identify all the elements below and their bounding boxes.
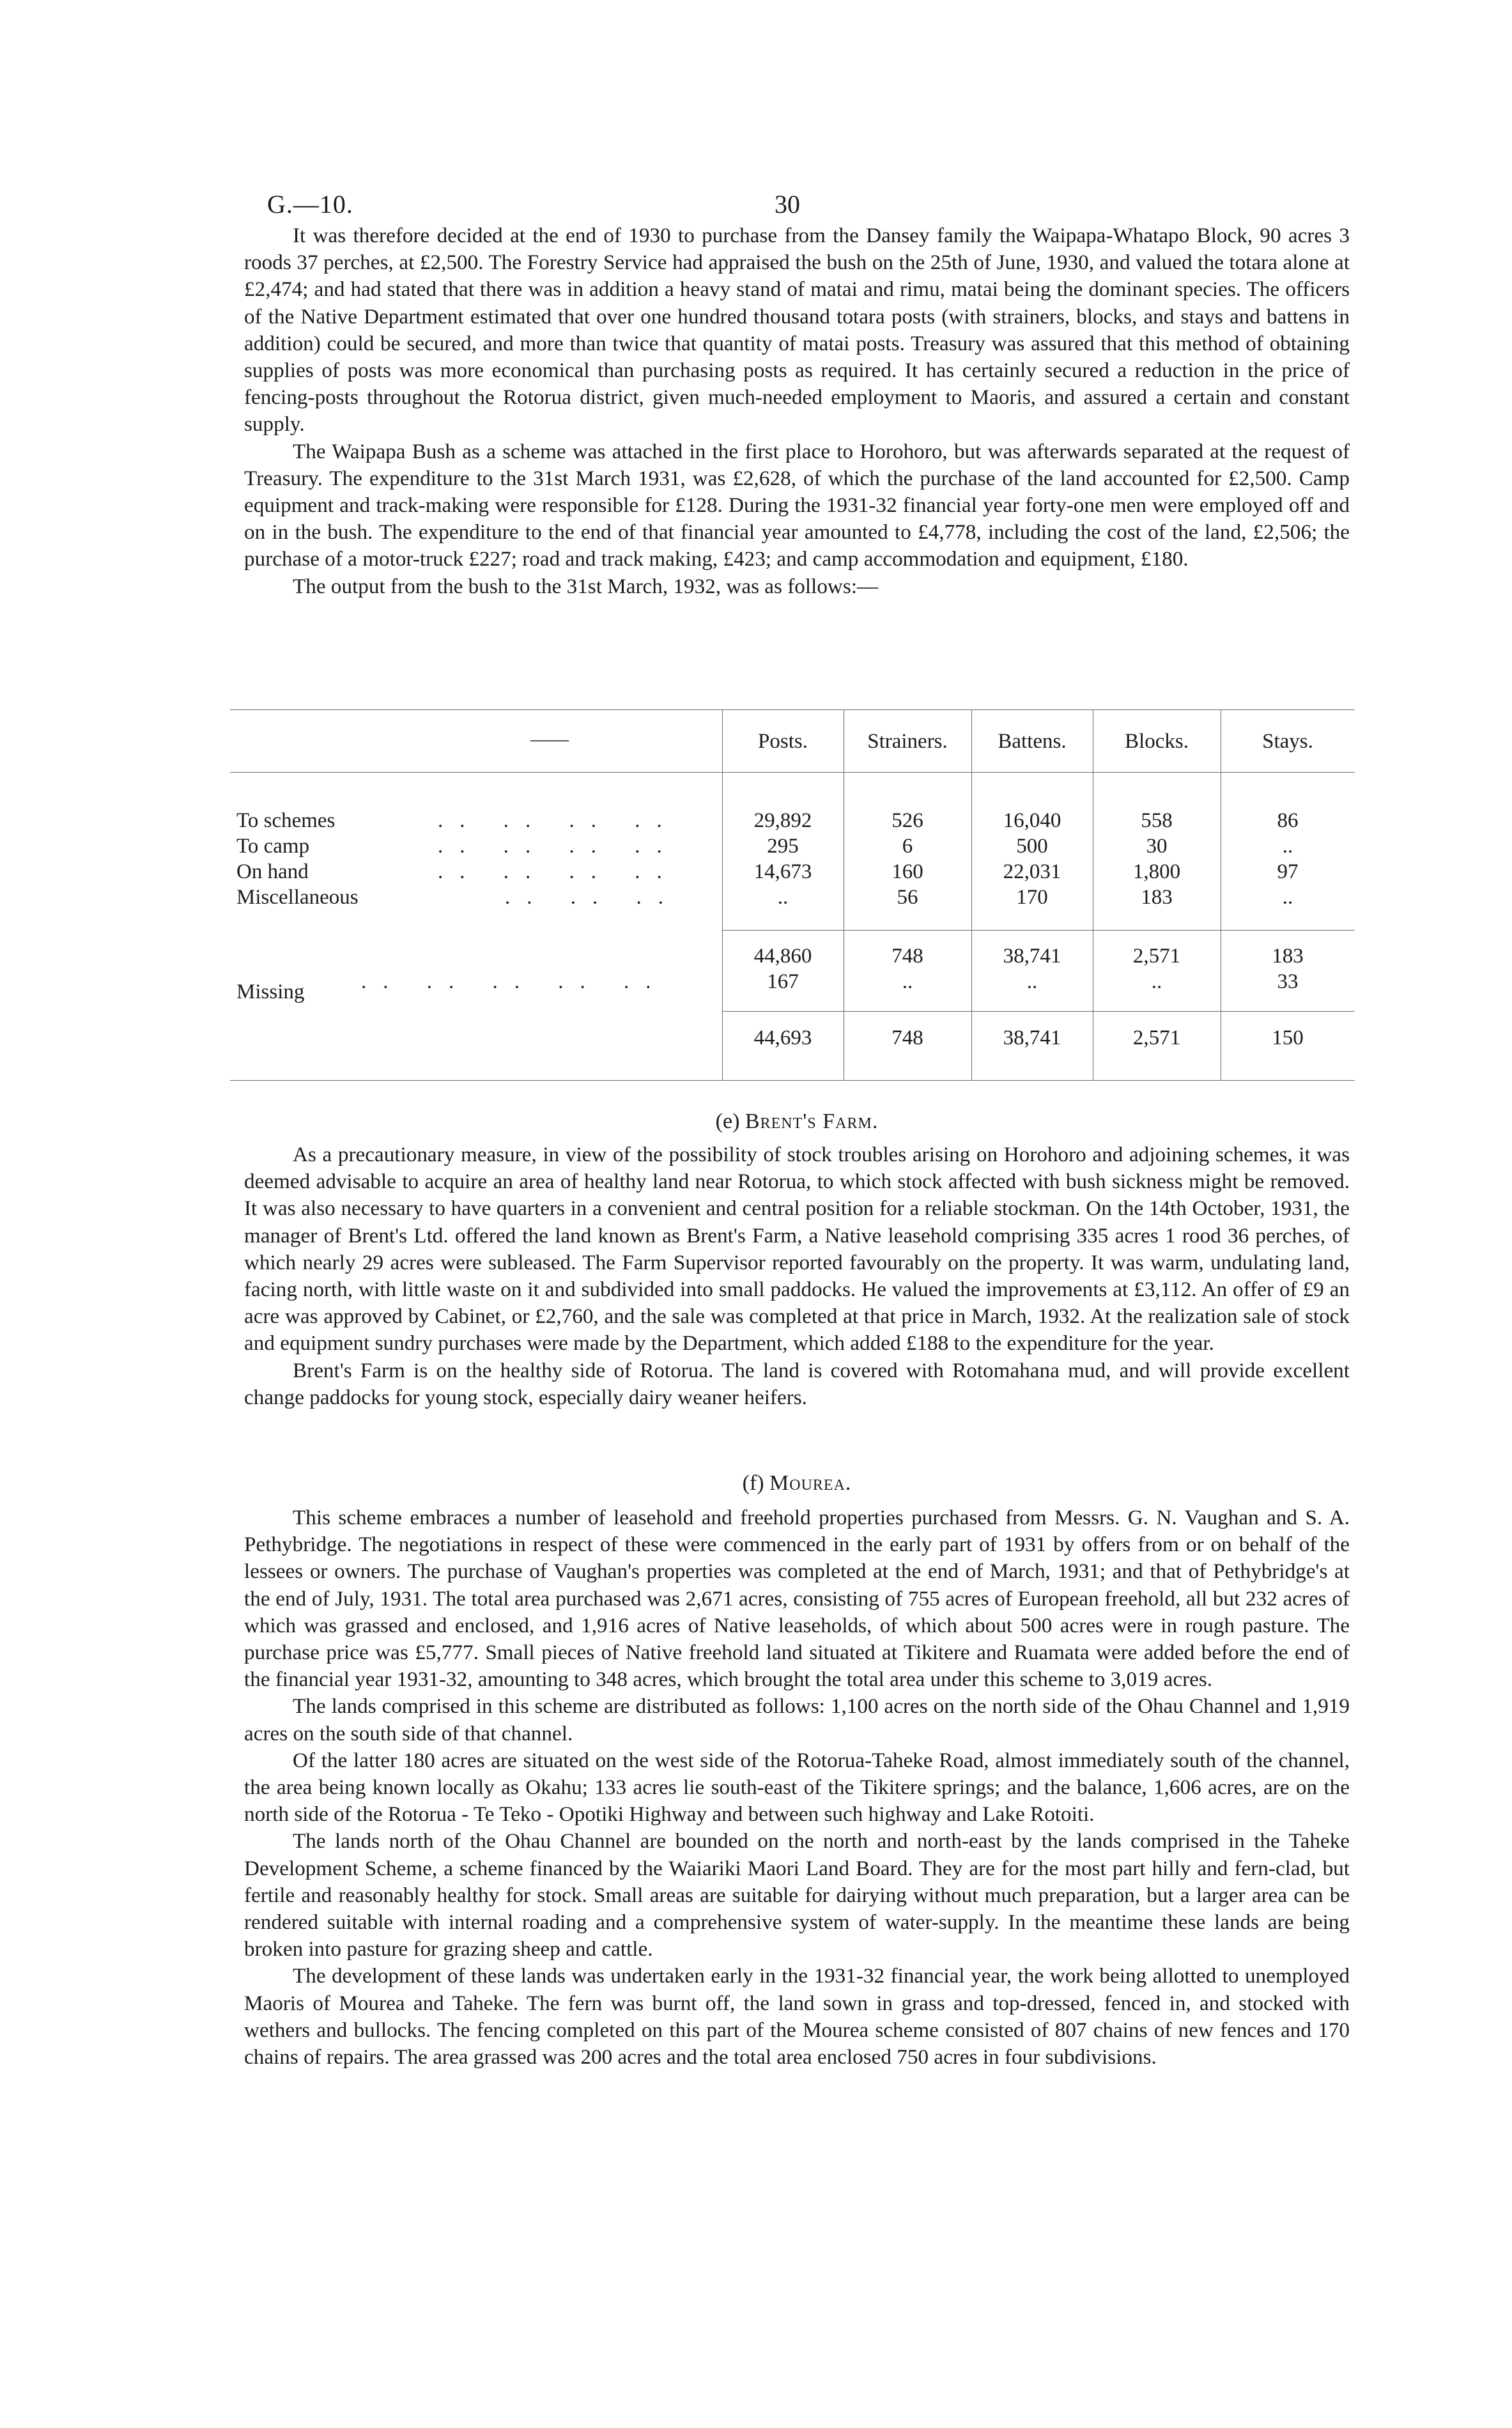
paragraph: The lands comprised in this scheme are distributed as follows: 1,100 acres on the north side of the Ohau Channel and 1,919 acres on the south side of that channel. <box>244 1694 1350 1745</box>
table-cell: 167 <box>767 970 799 993</box>
column-header: Posts. <box>758 730 808 753</box>
leader-dots: .. .. .. <box>505 886 680 909</box>
table-cell: .. <box>1026 970 1038 993</box>
table-cell: 160 <box>891 860 923 883</box>
table-cell: 30 <box>1146 835 1168 858</box>
table-cell: 183 <box>1141 886 1173 909</box>
table-bottom-rule <box>230 1080 1355 1081</box>
table-cell: 22,031 <box>1003 860 1061 883</box>
table-header-rule <box>230 772 1355 773</box>
section-title: Brent's Farm. <box>744 1110 879 1133</box>
row-label: Miscellaneous <box>236 886 359 909</box>
paragraph: The Waipapa Bush as a scheme was attached in the first place to Horohoro, but was afterwards separated at the request of Treasury. The expenditure to the 31st March 1931, was £2,628, of which the purchase of the land accounted for £2,500. Camp equipment and track-making were responsible for £128. During the 1931-32 financial year forty-one men were employed off and on in the bush. The expenditure to the end of that financial year amounted to £4,778, including the cost of the land, £2,506; the purchase of a motor-truck £227; road and track making, £423; and camp accommodation and equipment, £180. <box>244 439 1350 571</box>
row-label: On hand <box>236 860 309 883</box>
table-cell: 6 <box>902 835 913 858</box>
total-cell: 38,741 <box>1003 1026 1061 1049</box>
subtotal-cell: 183 <box>1272 945 1304 968</box>
total-cell: 2,571 <box>1132 1026 1181 1049</box>
column-header: Blocks. <box>1125 730 1189 753</box>
leader-dots: .. .. .. .. <box>438 809 679 832</box>
table-cell: .. <box>777 886 789 909</box>
table-cell: .. <box>1282 835 1293 858</box>
table-top-rule <box>230 709 1355 710</box>
table-cell: 56 <box>897 886 918 909</box>
table-cell: 97 <box>1277 860 1299 883</box>
section-heading-brents-farm <box>244 1110 1350 1134</box>
brents-farm-text <box>244 1141 1350 1411</box>
table-cell: .. <box>902 970 913 993</box>
column-header: Strainers. <box>867 730 948 753</box>
paragraph: It was therefore decided at the end of 1930 to purchase from the Dansey family the Waipapa-Whatapo Block, 90 acres 3 roods 37 perches, at £2,500. The Forestry Service had appraised the bush on the 25th of June, 1930, and valued the totara alone at £2,474; and had stated that there was in addition a heavy stand of matai and rimu, matai being the dominant species. The officers of the Native Department estimated that over one hundred thousand totara posts (with strainers, blocks, and stays and battens in addition) could be secured, and more than twice that quantity of matai posts. Treasury was assured that this method of obtaining supplies of posts was more economical than purchasing posts as required. It has certainly secured a reduction in the price of fencing-posts throughout the Rotorua district, given much-needed employment to Maoris, and assured a certain and constant supply. <box>244 224 1350 437</box>
table-cell: 500 <box>1016 835 1048 858</box>
intro-text <box>244 222 1350 600</box>
report-code: G.—10. <box>267 190 353 219</box>
output-table <box>230 709 1355 1093</box>
row-label-missing: Missing <box>236 980 305 1003</box>
table-cell: 1,800 <box>1132 860 1181 883</box>
table-cell: 526 <box>891 809 923 832</box>
row-label: To schemes <box>236 809 336 832</box>
section-letter: (e) <box>715 1110 740 1133</box>
subtotal-rule <box>722 930 1355 931</box>
table-cell: 558 <box>1141 809 1173 832</box>
table-cell: 14,673 <box>753 860 812 883</box>
table-cell: 170 <box>1016 886 1048 909</box>
table-cell: .. <box>1151 970 1162 993</box>
paragraph: Of the latter 180 acres are situated on the west side of the Rotorua-Taheke Road, almost immediately south of the channel, the area being known locally as Okahu; 133 acres lie south-east of the Tikitere springs; and the balance, 1,606 acres, are on the north side of the Rotorua - Te Teko - Opotiki Highway and between such highway and Lake Rotoiti. <box>244 1748 1350 1827</box>
column-header: Stays. <box>1262 730 1313 753</box>
subtotal-cell: 2,571 <box>1132 945 1181 968</box>
paragraph: As a precautionary measure, in view of the possibility of stock troubles arising on Horohoro and adjoining schemes, it was deemed advisable to acquire an area of healthy land near Rotorua, to which stock affected with bush sickness might be removed. It was also necessary to have quarters in a convenient and central position for a reliable stockman. On the 14th October, 1931, the manager of Brent's Ltd. offered the land known as Brent's Farm, a Native leasehold comprising 335 acres 1 rood 36 perches, of which nearly 29 acres were subleased. The Farm Supervisor reported favourably on the property. It was warm, undulating land, facing north, with little waste on it and subdivided into small paddocks. He valued the improvements at £3,112. An offer of £9 an acre was approved by Cabinet, or £2,760, and the sale was completed at that price in March, 1932. At the realization sale of stock and equipment sundry purchases were made by the Department, which added £188 to the expenditure for the year. <box>244 1143 1350 1356</box>
row-label: To camp <box>236 835 310 858</box>
subtotal-cell: 748 <box>891 945 923 968</box>
leader-dots: .. .. .. .. .. <box>361 970 668 993</box>
leader-dots: .. .. .. .. <box>438 835 679 858</box>
paragraph: Brent's Farm is on the healthy side of Rotorua. The land is covered with Rotomahana mud, and will provide excellent change paddocks for young stock, especially dairy weaner heifers. <box>244 1358 1350 1409</box>
section-letter: (f) <box>742 1471 764 1495</box>
table-cell: 295 <box>767 835 799 858</box>
total-cell: 44,693 <box>753 1026 812 1049</box>
total-cell: 748 <box>891 1026 923 1049</box>
paragraph: The lands north of the Ohau Channel are bounded on the north and north-east by the lands comprised in the Taheke Development Scheme, a scheme financed by the Waiariki Maori Land Board. They are for the most part hilly and fern-clad, but fertile and reasonably healthy for stock. Small areas are suitable for dairying without much preparation, but a larger area can be rendered suitable with internal roading and a comprehensive system of water-supply. In the meantime these lands are being broken into pasture for grazing sheep and cattle. <box>244 1829 1350 1961</box>
column-header: Battens. <box>998 730 1067 753</box>
table-cell: 33 <box>1277 970 1299 993</box>
subtotal-cell: 38,741 <box>1003 945 1061 968</box>
mourea-text <box>244 1504 1350 2071</box>
total-rule <box>722 1011 1355 1012</box>
page-number: 30 <box>775 190 800 219</box>
section-title: Mourea. <box>769 1471 852 1495</box>
total-cell: 150 <box>1272 1026 1304 1049</box>
table-cell: 29,892 <box>753 809 812 832</box>
table-cell: 16,040 <box>1003 809 1061 832</box>
paragraph: The output from the bush to the 31st March, 1932, was as follows:— <box>293 574 879 598</box>
table-cell: 86 <box>1277 809 1299 832</box>
table-cell: .. <box>1282 886 1293 909</box>
paragraph: This scheme embraces a number of leasehold and freehold properties purchased from Messrs. G. N. Vaughan and S. A. Pethybridge. The negotiations in respect of these were commenced in the early part of 1931 by offers from or on behalf of the lessees or owners. The purchase of Vaughan's properties was completed at the end of March, 1931; and that of Pethybridge's at the end of July, 1931. The total area purchased was 2,671 acres, consisting of 755 acres of European freehold, all but 232 acres of which was grassed and enclosed, and 1,916 acres of Native leaseholds, of which about 500 acres were in rough pasture. The purchase price was £5,777. Small pieces of Native freehold land situated at Tikitere and Ruamata were added before the end of the financial year 1931-32, amounting to 348 acres, which brought the total area under this scheme to 3,019 acres. <box>244 1506 1350 1692</box>
paragraph: The development of these lands was undertaken early in the 1931-32 financial year, the work being allotted to unemployed Maoris of Mourea and Taheke. The fern was burnt off, the land sown in grass and top-dressed, fenced in, and stocked with wethers and bullocks. The fencing completed on this part of the Mourea scheme consisted of 807 chains of new fences and 170 chains of repairs. The area grassed was 200 acres and the total area enclosed 750 acres in four subdivisions. <box>244 1964 1350 2069</box>
section-heading-mourea <box>244 1471 1350 1496</box>
subtotal-cell: 44,860 <box>753 945 812 968</box>
table-corner: —— <box>530 729 569 750</box>
leader-dots: .. .. .. .. <box>438 860 679 883</box>
